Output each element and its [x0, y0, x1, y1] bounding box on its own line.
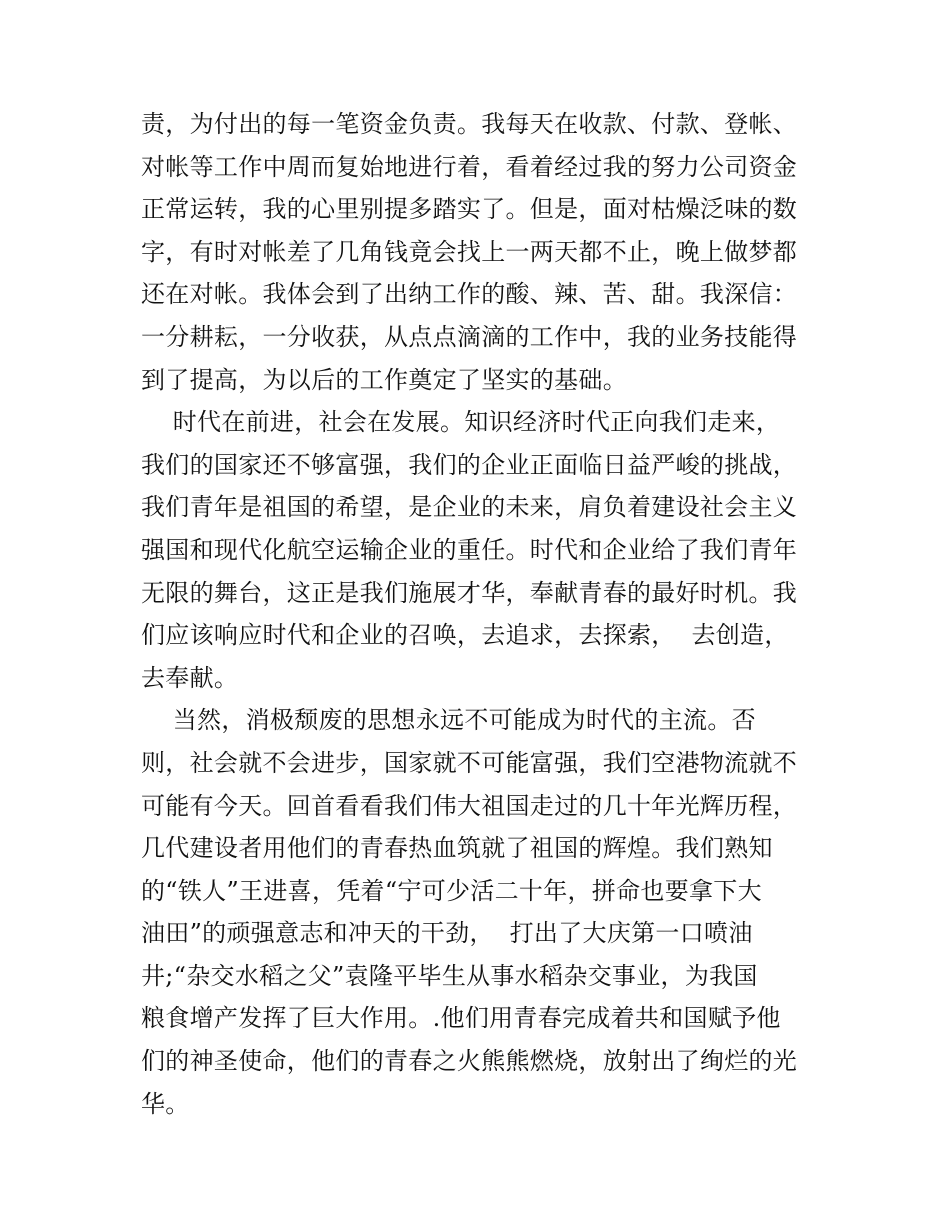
text-line: 的“铁人”王进喜，凭着“宁可少活二十年，拼命也要拿下大	[141, 876, 762, 905]
body-text	[141, 103, 821, 1125]
text-line: 对帐等工作中周而复始地进行着，看着经过我的努力公司资金	[141, 152, 798, 181]
text-line: 强国和现代化航空运输企业的重任。时代和企业给了我们青年	[141, 535, 798, 564]
text-line: 则，社会就不会进步，国家就不可能富强，我们空港物流就不	[141, 748, 798, 777]
text-line: 几代建设者用他们的青春热血筑就了祖国的辉煌。我们熟知	[141, 834, 773, 863]
text-line: 粮食增产发挥了巨大作用。.他们用青春完成着共和国赋予他	[141, 1004, 781, 1033]
text-line: 无限的舞台，这正是我们施展才华，奉献青春的最好时机。我	[141, 578, 798, 607]
text-line: 们应该响应时代和企业的召唤，去追求，去探索， 去创造，	[141, 621, 789, 650]
text-line: 字，有时对帐差了几角钱竟会找上一两天都不止，晚上做梦都	[141, 237, 798, 266]
text-line: 油田”的顽强意志和冲天的干劲， 打出了大庆第一口喷油	[141, 919, 753, 948]
text-line: 华。	[141, 1089, 190, 1118]
text-line: 一分耕耘，一分收获，从点点滴滴的工作中，我的业务技能得	[141, 322, 798, 351]
text-line: 我们青年是祖国的希望，是企业的未来，肩负着建设社会主义	[141, 493, 798, 522]
text-line: 去奉献。	[141, 663, 239, 692]
text-line: 时代在前进，社会在发展。知识经济时代正向我们走来，	[141, 408, 781, 437]
text-line: 我们的国家还不够富强，我们的企业正面临日益严峻的挑战，	[141, 450, 798, 479]
text-line: 还在对帐。我体会到了出纳工作的酸、辣、苦、甜。我深信：	[141, 280, 798, 309]
text-line: 当然，消极颓废的思想永远不可能成为时代的主流。否	[141, 706, 756, 735]
text-line: 井;“杂交水稻之父”袁隆平毕生从事水稻杂交事业，为我国	[141, 961, 758, 990]
text-line: 正常运转，我的心里别提多踏实了。但是，面对枯燥泛味的数	[141, 195, 798, 224]
text-line: 责，为付出的每一笔资金负责。我每天在收款、付款、登帐、	[141, 110, 798, 138]
text-line: 们的神圣使命，他们的青春之火熊熊燃烧，放射出了绚烂的光	[141, 1047, 798, 1076]
text-line: 到了提高，为以后的工作奠定了坚实的基础。	[141, 365, 627, 394]
text-line: 可能有今天。回首看看我们伟大祖国走过的几十年光辉历程，	[141, 791, 798, 820]
